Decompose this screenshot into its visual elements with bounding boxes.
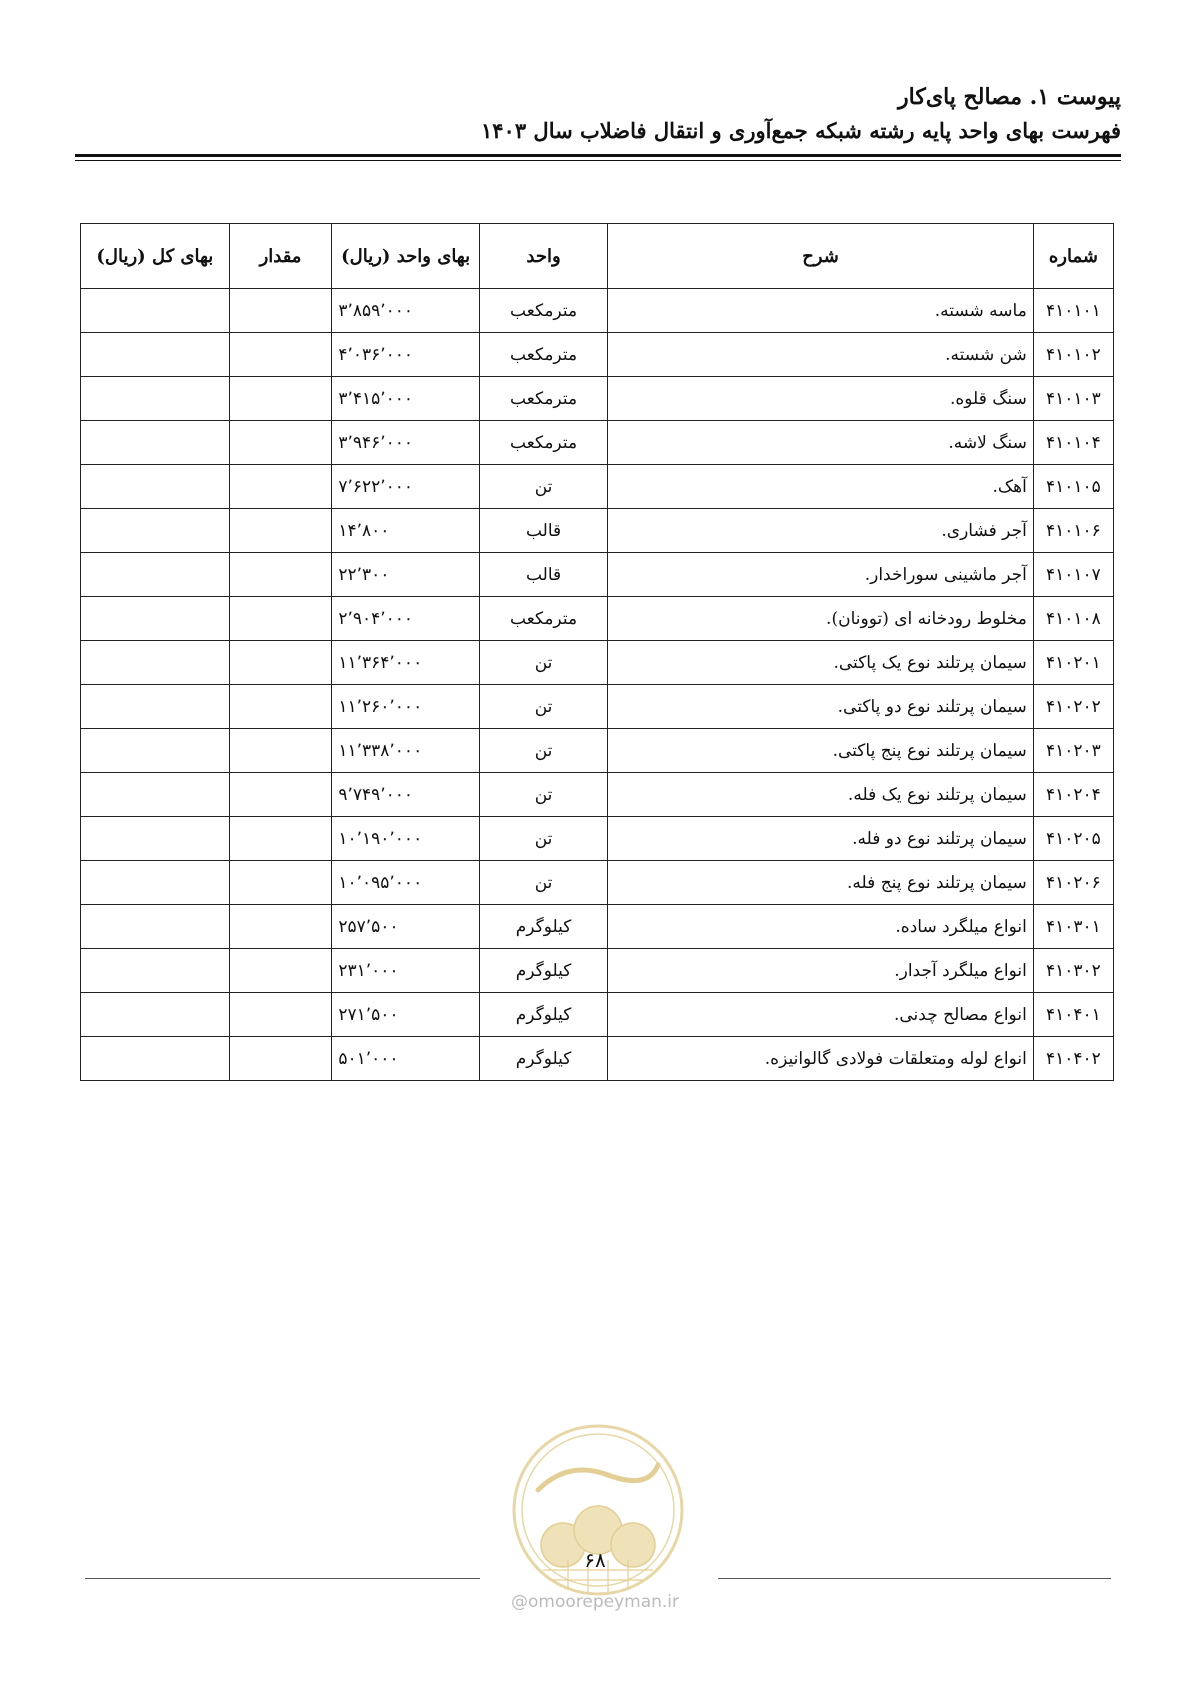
col-header-quantity: مقدار — [229, 224, 332, 289]
row-unit-price: ۳٬۴۱۵٬۰۰۰ — [332, 377, 480, 421]
row-total-price — [81, 905, 230, 949]
row-total-price — [81, 553, 230, 597]
table-row — [81, 641, 1114, 685]
row-code: ۴۱۰۲۰۶ — [1033, 861, 1113, 905]
row-quantity — [229, 333, 332, 377]
row-unit-price: ۱۴٬۸۰۰ — [332, 509, 480, 553]
stamp-logo — [508, 1420, 688, 1600]
row-code: ۴۱۰۳۰۲ — [1033, 949, 1113, 993]
row-unit: کیلوگرم — [479, 1037, 607, 1081]
row-code: ۴۱۰۲۰۱ — [1033, 641, 1113, 685]
row-quantity — [229, 553, 332, 597]
price-table — [80, 223, 1114, 1081]
row-quantity — [229, 377, 332, 421]
row-description: انواع مصالح چدنی. — [608, 993, 1034, 1037]
row-quantity — [229, 685, 332, 729]
row-unit-price: ۳٬۸۵۹٬۰۰۰ — [332, 289, 480, 333]
row-code: ۴۱۰۱۰۶ — [1033, 509, 1113, 553]
row-unit-price: ۱۱٬۳۳۸٬۰۰۰ — [332, 729, 480, 773]
row-quantity — [229, 509, 332, 553]
row-unit-price: ۵۰۱٬۰۰۰ — [332, 1037, 480, 1081]
row-description: انواع لوله ومتعلقات فولادی گالوانیزه. — [608, 1037, 1034, 1081]
row-code: ۴۱۰۲۰۲ — [1033, 685, 1113, 729]
table-row — [81, 861, 1114, 905]
row-quantity — [229, 905, 332, 949]
row-unit-price: ۷٬۶۲۲٬۰۰۰ — [332, 465, 480, 509]
row-quantity — [229, 773, 332, 817]
row-code: ۴۱۰۱۰۴ — [1033, 421, 1113, 465]
row-total-price — [81, 289, 230, 333]
row-unit: تن — [479, 685, 607, 729]
row-description: انواع میلگرد آجدار. — [608, 949, 1034, 993]
row-description: ماسه شسته. — [608, 289, 1034, 333]
footer-rule — [85, 1578, 480, 1579]
row-quantity — [229, 289, 332, 333]
row-code: ۴۱۰۲۰۵ — [1033, 817, 1113, 861]
row-unit-price: ۲۲٬۳۰۰ — [332, 553, 480, 597]
row-total-price — [81, 377, 230, 421]
row-description: آجر ماشینی سوراخدار. — [608, 553, 1034, 597]
table-row — [81, 597, 1114, 641]
row-description: سنگ لاشه. — [608, 421, 1034, 465]
row-unit-price: ۳٬۹۴۶٬۰۰۰ — [332, 421, 480, 465]
row-quantity — [229, 729, 332, 773]
row-unit: قالب — [479, 509, 607, 553]
row-code: ۴۱۰۴۰۲ — [1033, 1037, 1113, 1081]
row-description: سیمان پرتلند نوع دو فله. — [608, 817, 1034, 861]
row-unit: تن — [479, 773, 607, 817]
row-quantity — [229, 1037, 332, 1081]
row-total-price — [81, 685, 230, 729]
row-unit-price: ۱۰٬۱۹۰٬۰۰۰ — [332, 817, 480, 861]
row-unit: مترمکعب — [479, 289, 607, 333]
table-row — [81, 509, 1114, 553]
row-description: سیمان پرتلند نوع دو پاکتی. — [608, 685, 1034, 729]
row-unit: کیلوگرم — [479, 993, 607, 1037]
row-quantity — [229, 465, 332, 509]
row-description: مخلوط رودخانه ای (توونان). — [608, 597, 1034, 641]
row-unit: تن — [479, 465, 607, 509]
row-description: سیمان پرتلند نوع یک پاکتی. — [608, 641, 1034, 685]
row-unit-price: ۲۵۷٬۵۰۰ — [332, 905, 480, 949]
row-unit: مترمکعب — [479, 333, 607, 377]
row-quantity — [229, 949, 332, 993]
col-header-code: شماره — [1033, 224, 1113, 289]
row-unit: مترمکعب — [479, 597, 607, 641]
header-rule — [75, 154, 1121, 157]
row-total-price — [81, 333, 230, 377]
table-row — [81, 729, 1114, 773]
row-code: ۴۱۰۲۰۳ — [1033, 729, 1113, 773]
row-description: انواع میلگرد ساده. — [608, 905, 1034, 949]
table-row — [81, 817, 1114, 861]
row-description: سیمان پرتلند نوع یک فله. — [608, 773, 1034, 817]
row-unit: قالب — [479, 553, 607, 597]
row-unit-price: ۹٬۷۴۹٬۰۰۰ — [332, 773, 480, 817]
appendix-title: پیوست ۱. مصالح پای‌کار — [898, 84, 1121, 110]
row-quantity — [229, 421, 332, 465]
table-body — [81, 289, 1114, 1081]
row-unit-price: ۲۳۱٬۰۰۰ — [332, 949, 480, 993]
row-total-price — [81, 641, 230, 685]
row-code: ۴۱۰۳۰۱ — [1033, 905, 1113, 949]
col-header-description: شرح — [608, 224, 1034, 289]
row-unit: تن — [479, 861, 607, 905]
document-subtitle: فهرست بهای واحد پایه رشته شبکه جمع‌آوری و انتقال فاضلاب سال ۱۴۰۳ — [481, 118, 1121, 143]
row-code: ۴۱۰۱۰۸ — [1033, 597, 1113, 641]
table-row — [81, 773, 1114, 817]
row-total-price — [81, 993, 230, 1037]
row-code: ۴۱۰۴۰۱ — [1033, 993, 1113, 1037]
row-total-price — [81, 1037, 230, 1081]
col-header-unit-price: بهای واحد (ریال) — [332, 224, 480, 289]
page-header — [75, 80, 1121, 148]
table-row — [81, 377, 1114, 421]
row-unit: تن — [479, 729, 607, 773]
row-description: آجر فشاری. — [608, 509, 1034, 553]
row-description: سیمان پرتلند نوع پنج فله. — [608, 861, 1034, 905]
footer-website: @omoorepeyman.ir — [510, 1592, 680, 1612]
row-quantity — [229, 993, 332, 1037]
row-total-price — [81, 597, 230, 641]
table-row — [81, 465, 1114, 509]
row-code: ۴۱۰۱۰۵ — [1033, 465, 1113, 509]
row-quantity — [229, 817, 332, 861]
row-unit-price: ۱۱٬۳۶۴٬۰۰۰ — [332, 641, 480, 685]
table-row — [81, 993, 1114, 1037]
row-quantity — [229, 597, 332, 641]
row-total-price — [81, 421, 230, 465]
table-row — [81, 949, 1114, 993]
row-unit: تن — [479, 817, 607, 861]
table-row — [81, 289, 1114, 333]
row-description: سنگ قلوه. — [608, 377, 1034, 421]
row-total-price — [81, 729, 230, 773]
row-quantity — [229, 641, 332, 685]
table-row — [81, 421, 1114, 465]
row-unit-price: ۲٬۹۰۴٬۰۰۰ — [332, 597, 480, 641]
row-total-price — [81, 817, 230, 861]
row-unit-price: ۱۰٬۰۹۵٬۰۰۰ — [332, 861, 480, 905]
row-total-price — [81, 465, 230, 509]
row-unit: تن — [479, 641, 607, 685]
row-unit-price: ۱۱٬۲۶۰٬۰۰۰ — [332, 685, 480, 729]
table-row — [81, 685, 1114, 729]
table-row — [81, 1037, 1114, 1081]
row-total-price — [81, 949, 230, 993]
row-total-price — [81, 861, 230, 905]
row-code: ۴۱۰۱۰۳ — [1033, 377, 1113, 421]
row-code: ۴۱۰۲۰۴ — [1033, 773, 1113, 817]
col-header-total: بهای کل (ریال) — [81, 224, 230, 289]
row-code: ۴۱۰۱۰۲ — [1033, 333, 1113, 377]
row-unit: مترمکعب — [479, 377, 607, 421]
row-code: ۴۱۰۱۰۷ — [1033, 553, 1113, 597]
table-row — [81, 553, 1114, 597]
table-row — [81, 333, 1114, 377]
row-unit: کیلوگرم — [479, 905, 607, 949]
row-unit: مترمکعب — [479, 421, 607, 465]
footer-rule — [718, 1578, 1111, 1579]
page-number: ۶۸ — [584, 1548, 606, 1572]
row-description: سیمان پرتلند نوع پنج پاکتی. — [608, 729, 1034, 773]
row-unit-price: ۴٬۰۳۶٬۰۰۰ — [332, 333, 480, 377]
row-total-price — [81, 509, 230, 553]
row-total-price — [81, 773, 230, 817]
row-unit: کیلوگرم — [479, 949, 607, 993]
row-quantity — [229, 861, 332, 905]
header-rule-thin — [75, 160, 1121, 161]
row-description: شن شسته. — [608, 333, 1034, 377]
row-code: ۴۱۰۱۰۱ — [1033, 289, 1113, 333]
col-header-unit: واحد — [479, 224, 607, 289]
row-description: آهک. — [608, 465, 1034, 509]
table-row — [81, 905, 1114, 949]
table-header-row — [81, 224, 1114, 289]
row-unit-price: ۲۷۱٬۵۰۰ — [332, 993, 480, 1037]
